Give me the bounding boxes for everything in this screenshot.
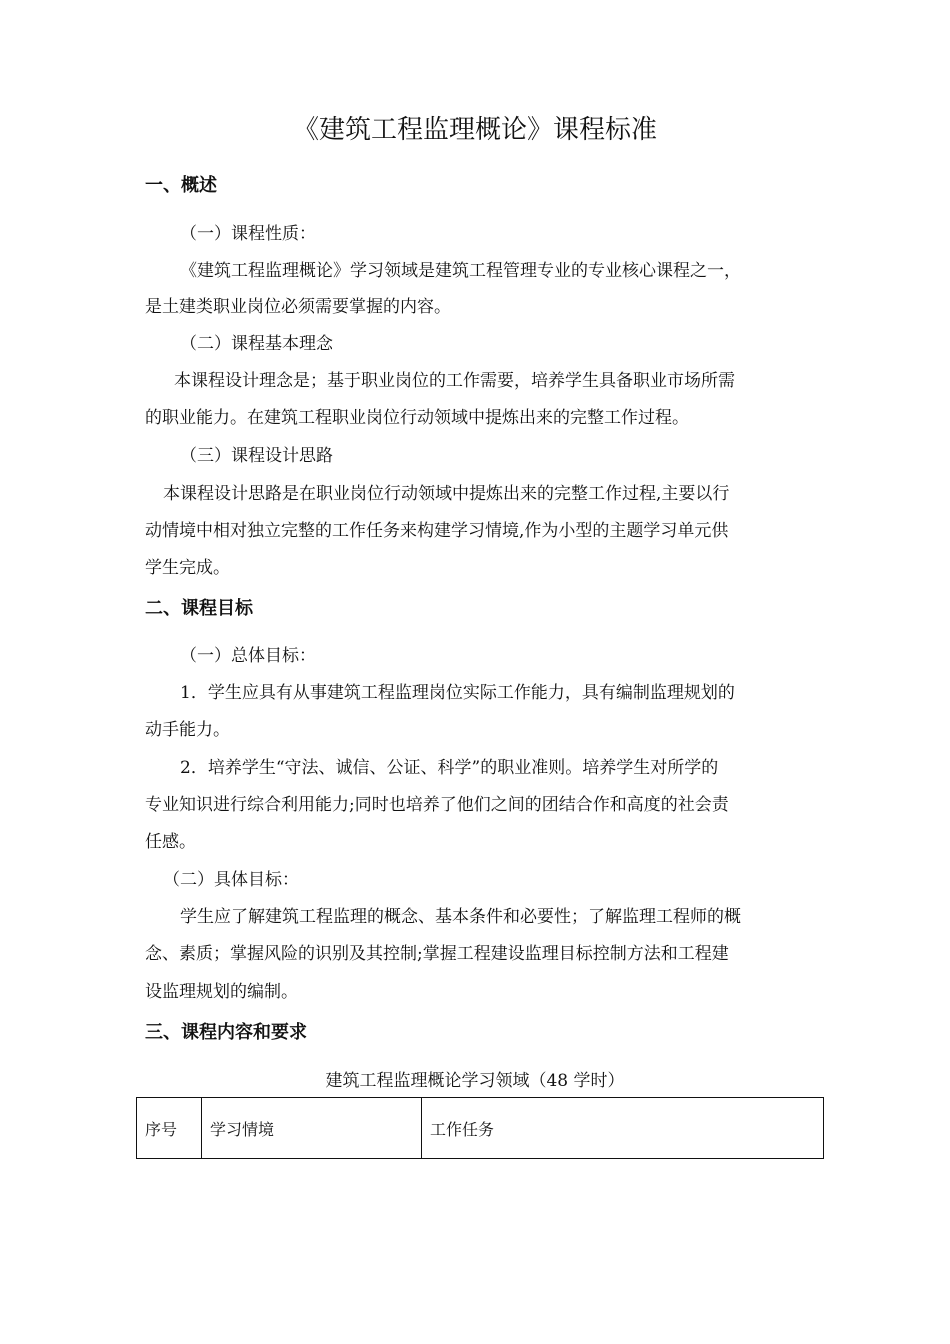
paragraph-line: 1．学生应具有从事建筑工程监理岗位实际工作能力，具有编制监理规划的 — [180, 683, 735, 703]
paragraph-line: 的职业能力。在建筑工程职业岗位行动领域中提炼出来的完整工作过程。 — [145, 408, 689, 428]
paragraph-line: 2．培养学生“守法、诚信、公证、科学”的职业准则。培养学生对所学的 — [180, 758, 719, 778]
paragraph-line: 念、素质；掌握风险的识别及其控制;掌握工程建设监理目标控制方法和工程建 — [145, 944, 729, 964]
table-header-cell: 序号 — [145, 1119, 178, 1139]
subsection-label-specific-goal: （二）具体目标： — [163, 870, 299, 890]
section-heading-content-requirements: 三、课程内容和要求 — [145, 1022, 307, 1043]
table-header-cell: 工作任务 — [421, 1098, 823, 1158]
paragraph-line: 本课程设计理念是；基于职业岗位的工作需要，培养学生具备职业市场所需 — [174, 371, 735, 391]
section-heading-overview: 一、概述 — [145, 175, 217, 196]
table-caption: 建筑工程监理概论学习领域（48 学时） — [325, 1071, 625, 1091]
paragraph-line: 《建筑工程监理概论》学习领域是建筑工程管理专业的专业核心课程之一， — [180, 261, 741, 281]
subsection-label-design-idea: （三）课程设计思路 — [180, 446, 333, 466]
paragraph-line: 专业知识进行综合利用能力;同时也培养了他们之间的团结合作和高度的社会责 — [145, 795, 729, 815]
section-heading-course-goals: 二、课程目标 — [145, 598, 253, 619]
table-header-cell: 学习情境 — [201, 1098, 421, 1158]
document-title: 《建筑工程监理概论》课程标准 — [292, 115, 657, 145]
subsection-label-course-nature: （一）课程性质： — [180, 224, 316, 244]
learning-domain-table — [136, 1097, 824, 1159]
paragraph-line: 本课程设计思路是在职业岗位行动领域中提炼出来的完整工作过程,主要以行 — [163, 484, 730, 504]
subsection-label-basic-concept: （二）课程基本理念 — [180, 334, 333, 354]
subsection-label-overall-goal: （一）总体目标： — [180, 646, 316, 666]
paragraph-line: 任感。 — [145, 832, 196, 852]
paragraph-line: 动手能力。 — [145, 720, 230, 740]
paragraph-line: 是土建类职业岗位必须需要掌握的内容。 — [145, 297, 451, 317]
paragraph-line: 学生完成。 — [145, 558, 230, 578]
paragraph-line: 学生应了解建筑工程监理的概念、基本条件和必要性；了解监理工程师的概 — [180, 907, 741, 927]
paragraph-line: 动情境中相对独立完整的工作任务来构建学习情境,作为小型的主题学习单元供 — [145, 521, 729, 541]
paragraph-line: 设监理规划的编制。 — [145, 982, 298, 1002]
